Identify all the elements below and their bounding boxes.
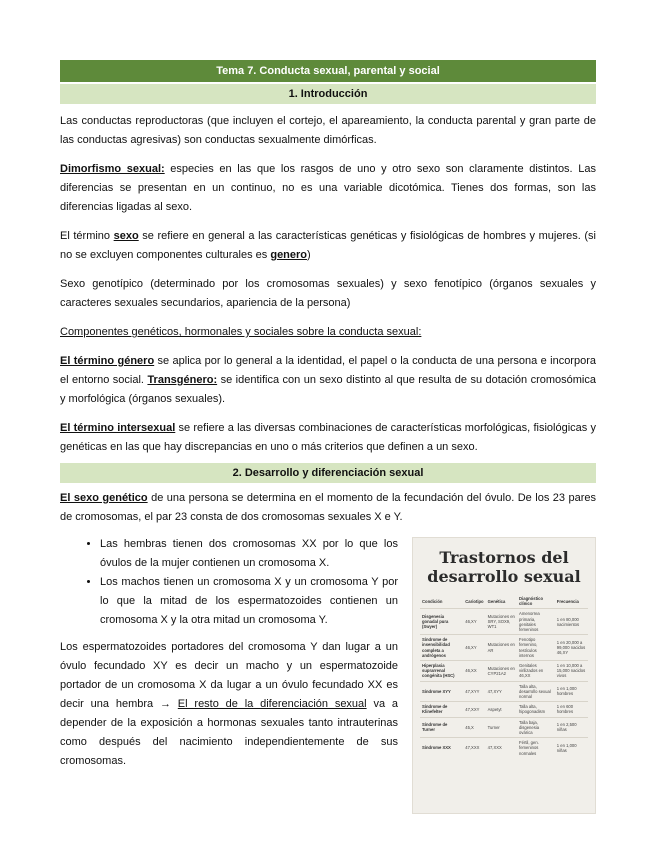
paragraph-text: ) [307,249,311,261]
section-heading-introduccion: 1. Introducción [60,84,596,104]
table-row [420,717,588,738]
page-title: Tema 7. Conducta sexual, parental y social [60,60,596,82]
table-cell: 47,XYY [486,681,517,702]
term-genero: genero [270,249,308,261]
table-cell: 1 en 1,000 hombres [555,681,588,702]
table-cell: Mutaciones en CYP21A2 [486,661,517,682]
table-row [420,661,588,682]
table-cell: 1 en 10,000 a 15,000 nacidos vivos [555,661,588,682]
table-header-row [420,594,588,609]
table-cell: Talla baja, disgenesia ovárica [517,717,555,738]
paragraph-sexo [60,227,596,265]
section-heading-desarrollo: 2. Desarrollo y diferenciación sexual [60,463,596,483]
column-header: Cariotipo [465,598,484,604]
paragraph-text: Los espermatozoides portadores del cromosoma Y dan lugar a un óvulo fecundado XY es decir un macho y un espermatozoide portador de un cromosoma X da lugar a un óvulo fecundado XX es decir una hembra → [60,641,398,710]
figure-title [413,538,595,586]
table-cell: Síndrome de Klinefelter [420,702,463,717]
table-cell: Síndrome XYY [420,681,463,702]
table-cell: 47,XXX [463,738,485,758]
disorders-table [420,594,588,758]
table-cell: Talla alta, desarrollo sexual normal [517,681,555,702]
column-header: Frecuencia [556,598,579,604]
table-cell: 46,XY [463,635,485,661]
term-dimorfismo: Dimorfismo sexual: [60,163,165,175]
table-cell: 1 en 20,000 a 99,000 nacidos 46,XY [555,635,588,661]
table-cell: Hiperplasia suprarrenal congénita (HSC) [420,661,463,682]
paragraph-text: va a depender de la exposición a hormonas sexuales tanto intrauterinas como después del nacimiento independientemente de sus cromosomas. [60,698,399,767]
table-cell: 1 en 2,500 niñas [555,717,588,738]
paragraph-text: especies en las que los rasgos de uno y otro sexo son claramente distintos. Las diferencias se presentan en un continuo, no es una variable dicotómica. Tienes dos formas, son las diferencias ligadas al sexo. [60,163,596,213]
table-row [420,609,588,635]
table-row [420,635,588,661]
table-cell: 45,X [463,717,485,738]
table-cell: 1 en 80,000 nacimientos [555,609,588,635]
list-item: • Los machos tienen un cromosoma X y un cromosoma Y por lo que la mitad de los espermatozoides contienen un cromosoma X y la otra mitad un cromosoma Y. [100,573,398,630]
chromosome-list [60,535,398,630]
term-intersexual: El término intersexual [60,422,176,434]
table-cell: Síndrome XXX [420,738,463,758]
figure-trastornos [412,537,596,814]
table-cell: 47,XXX [486,738,517,758]
column-header: Diagnóstico clínico [519,596,544,607]
figure-title-line: Trastornos del [439,548,569,567]
term-diferenciacion: El resto de la diferenciación sexual [177,698,367,710]
table-cell: Fértil, gen. femeninos normales [517,738,555,758]
figure-title-line: desarrollo sexual [427,567,581,586]
table-cell: Síndrome de insensibilidad completa a andrógenos [420,635,463,661]
table-row [420,702,588,717]
table-cell: Amenorrea primaria, genitales femeninos [517,609,555,635]
document-page [60,60,596,814]
table-cell: Talla alta, hipogonadism [517,702,555,717]
term-sexo-genetico: El sexo genético [60,492,148,504]
paragraph-text: se identifica con un sexo distinto al que resulta de su dotación cromosómica y morfológica (órganos sexuales). [60,374,596,405]
term-sexo: sexo [113,230,139,242]
term-transgenero: Transgénero: [147,374,218,386]
paragraph-genotipico: Sexo genotípico (determinado por los cromosomas sexuales) y sexo fenotípico (órganos sexuales y caracteres sexuales secundarios, apariencia de la persona) [60,278,596,309]
table-cell: 46,XX [463,661,485,682]
paragraph-text: se refiere en general a las características genéticas y fisiológicas de hombres y mujeres. (si no se excluyen componentes culturales es [60,230,596,261]
paragraph-text: se aplica por lo general a la identidad, el papel o la conducta de una persona e incorpora el entorno social. [60,355,596,386]
table-cell: Síndrome de Turner [420,717,463,738]
table-cell: Aspetyt [486,702,517,717]
paragraph-sexo-genetico [60,489,596,527]
table-cell: 47,XXY [463,702,485,717]
table-cell: 1 en 1,000 niñas [555,738,588,758]
column-header: Condición [422,598,443,604]
column-header: Genética [487,598,506,604]
table-row [420,681,588,702]
table-cell: 46,XY [463,609,485,635]
paragraph-conductas: Las conductas reproductoras (que incluyen el cortejo, el apareamiento, la conducta parental y gran parte de las conductas agresivas) son conductas sexualmente dimórficas. [60,115,596,146]
paragraph-espermatozoides [60,638,398,771]
table-cell: Mutaciones en SRY, SOX9, WT1 [486,609,517,635]
term-genero-def: El término género [60,355,155,367]
paragraph-genero [60,352,596,409]
paragraph-componentes: Componentes genéticos, hormonales y sociales sobre la conducta sexual: [60,326,422,338]
table-cell: 1 en 600 hombres [555,702,588,717]
table-row [420,738,588,758]
table-cell: Genitales virilizados en 46,XX [517,661,555,682]
table-cell: Turner [486,717,517,738]
paragraph-text: se refiere a las diversas combinaciones de características morfológicas, fisiológicas y genéticas en las que hay discrepancias en uno o más criterios que definen a un sexo. [60,422,596,453]
paragraph-text: de una persona se determina en el momento de la fecundación del óvulo. De los 23 pares de cromosomas, el par 23 consta de dos cromosomas sexuales X e Y. [60,492,596,523]
list-item: • Las hembras tienen dos cromosomas XX por lo que los óvulos de la mujer contienen un cromosoma X. [100,535,398,573]
paragraph-text: El término [60,230,114,242]
table-cell: Disgenesia gonadal pura (Swyer) [420,609,463,635]
table-cell: Mutaciones en AR [486,635,517,661]
paragraph-dimorfismo [60,160,596,217]
paragraph-intersexual [60,419,596,457]
table-cell: Fenotipo femenino, testículos internos [517,635,555,661]
table-cell: 47,XYY [463,681,485,702]
